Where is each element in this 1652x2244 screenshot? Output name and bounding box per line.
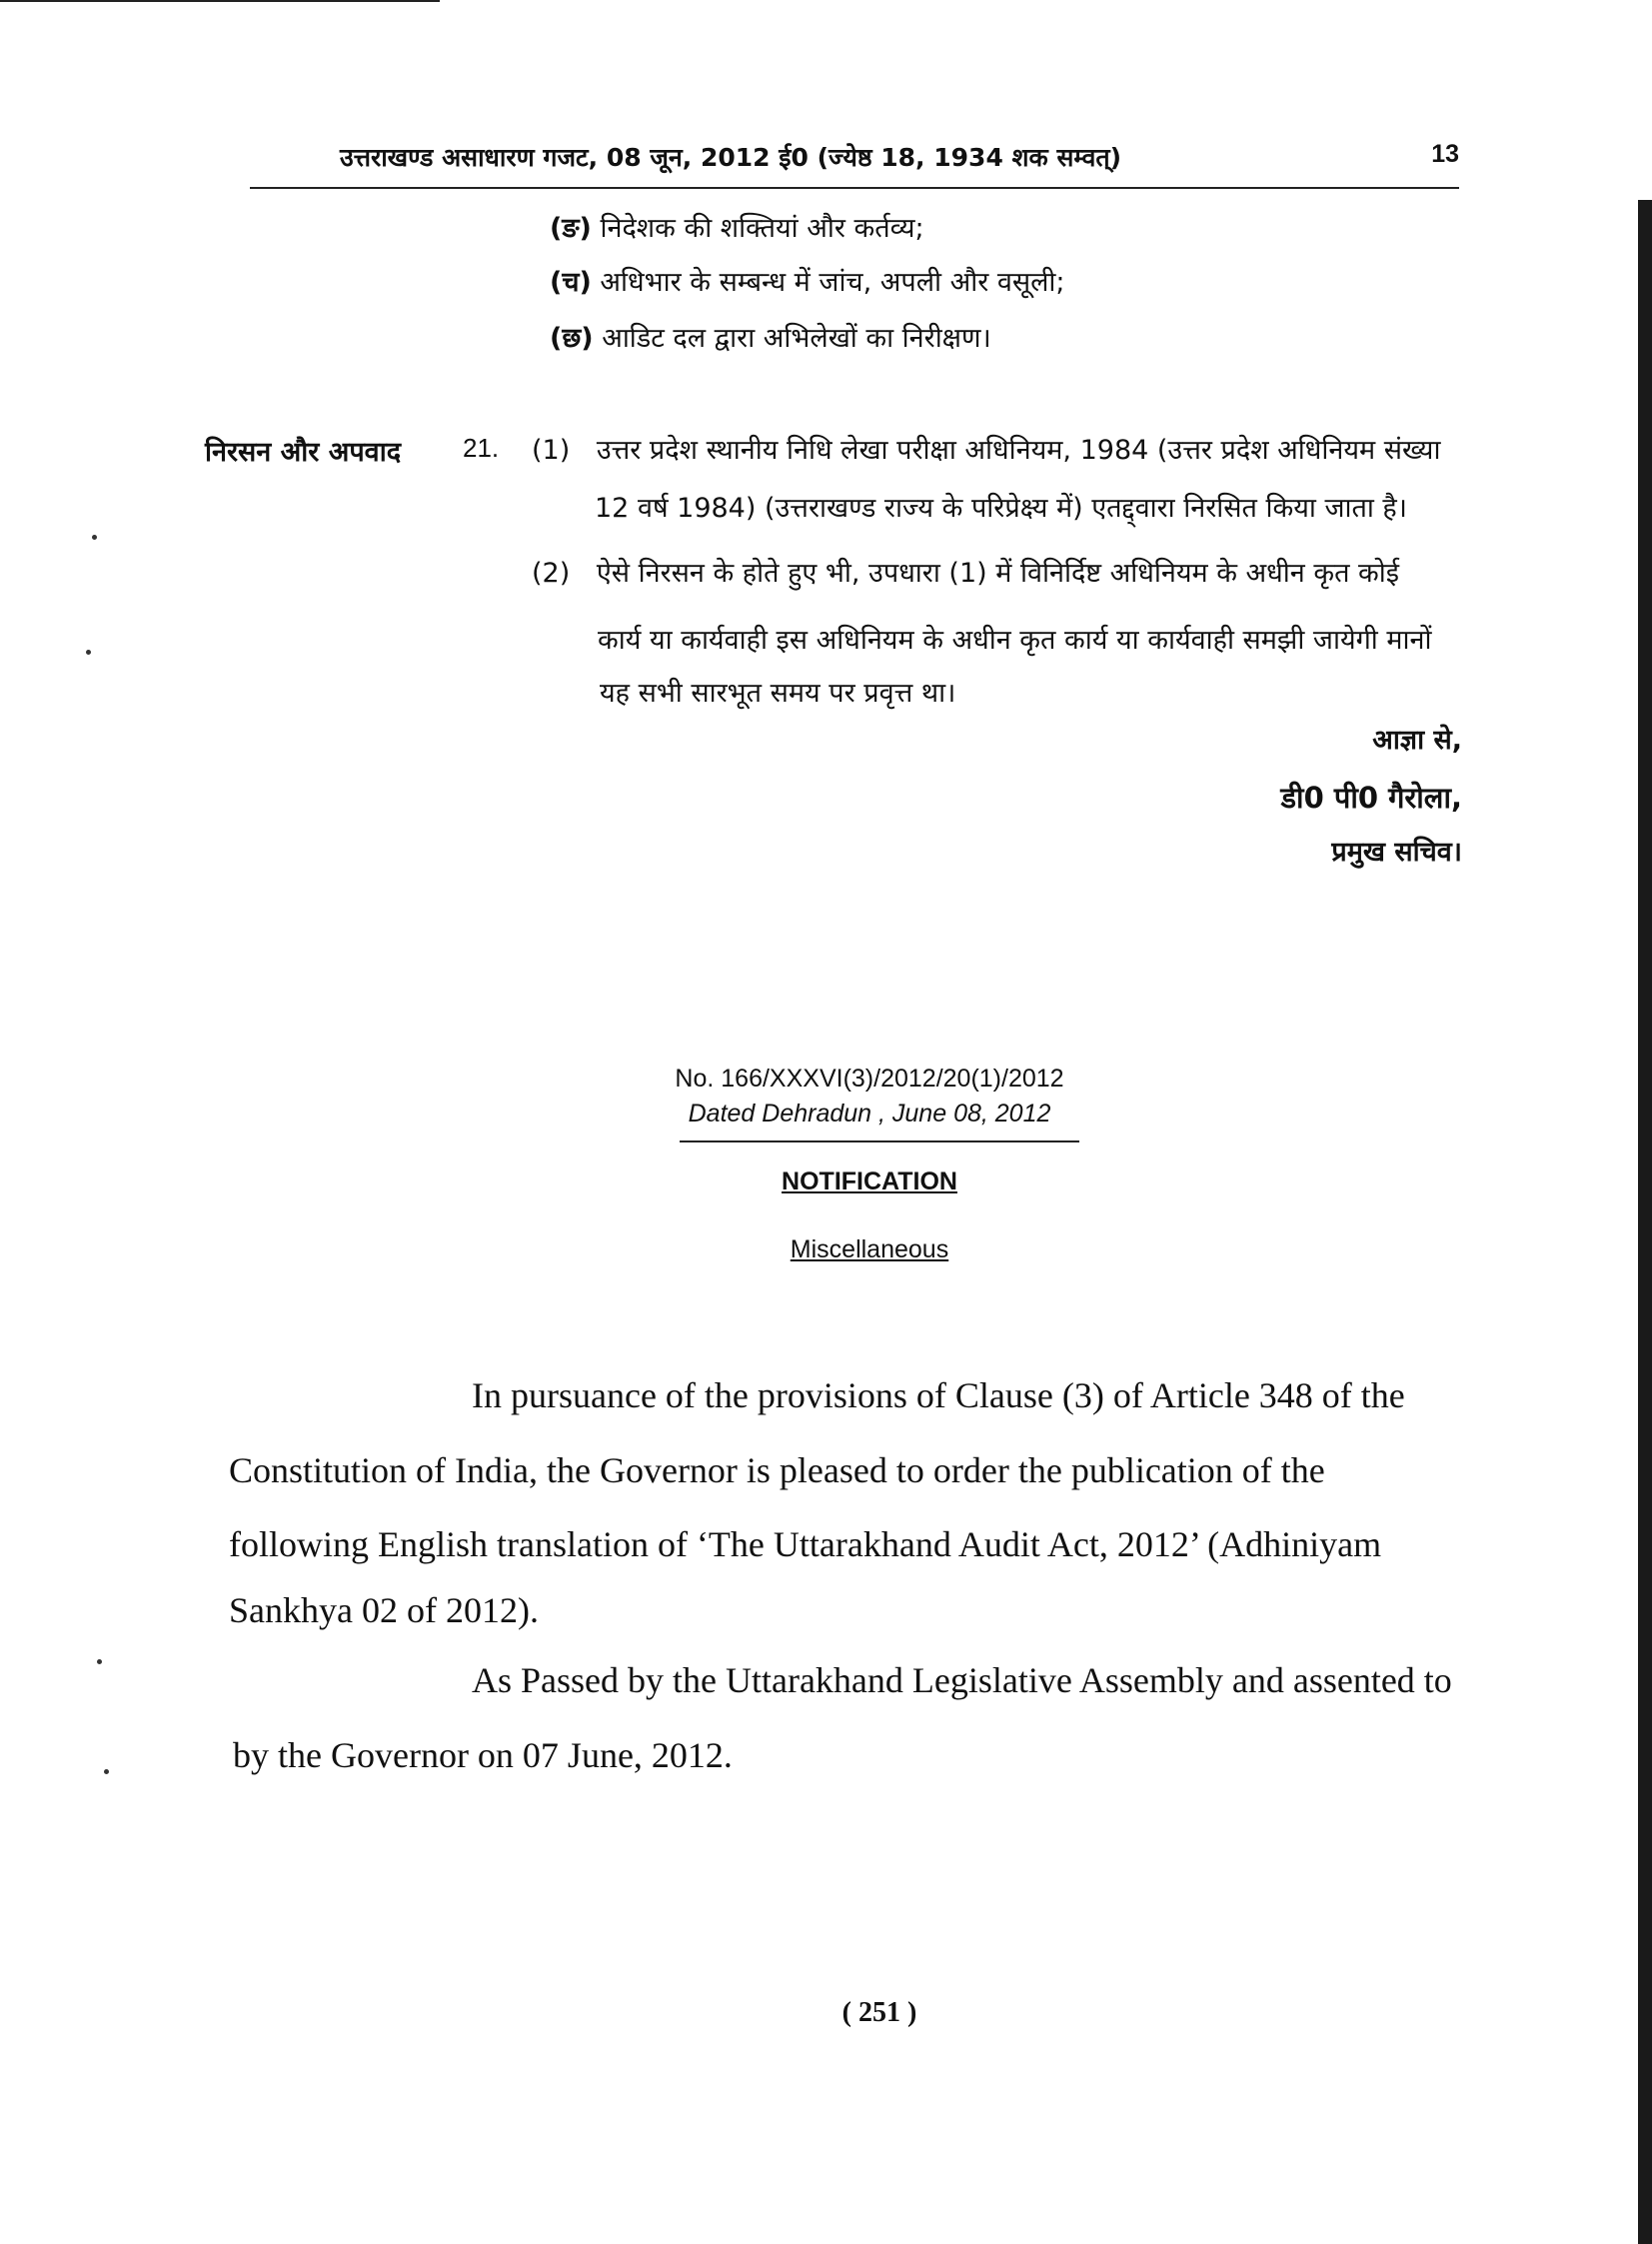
clause-text: आडिट दल द्वारा अभिलेखों का निरीक्षण।: [602, 323, 991, 354]
subsection-1-line-2: 12 वर्ष 1984) (उत्तराखण्ड राज्य के परिप्रेक्ष्य में) एतद्द्वारा निरसित किया जाता है।: [595, 493, 1408, 524]
subsection-1-line-1: [532, 430, 1440, 467]
notification-rule: [680, 1140, 1079, 1142]
body-para2-line2: by the Governor on 07 June, 2012.: [233, 1735, 733, 1775]
section-margin-heading: निरसन और अपवाद: [205, 437, 402, 468]
clause-marker: (छ): [550, 323, 594, 354]
section-number: 21.: [463, 433, 500, 463]
body-para1-line2: Constitution of India, the Governor is pleased to order the publication of the: [229, 1450, 1325, 1490]
subsection-2-line-1: [532, 553, 1399, 590]
notification-date: Dated Dehradun , June 08, 2012: [688, 1100, 1051, 1127]
notification-number: No. 166/XXXVI(3)/2012/20(1)/2012: [675, 1065, 1064, 1093]
subsection-2-line-2: कार्य या कार्यवाही इस अधिनियम के अधीन कृत कार्य या कार्यवाही समझी जायेगी मानों: [598, 625, 1432, 656]
clause-text: अधिभार के सम्बन्ध में जांच, अपली और वसूली;: [600, 267, 1065, 298]
body-para2-line1: As Passed by the Uttarakhand Legislative Assembly and assented to: [472, 1660, 1452, 1700]
scan-speck: [97, 1659, 102, 1664]
body-para1-line3: following English translation of ‘The Uttarakhand Audit Act, 2012’ (Adhiniyam: [229, 1524, 1382, 1564]
scan-speck: [86, 650, 91, 655]
body-para1-line1: In pursuance of the provisions of Clause (3) of Article 348 of the: [472, 1375, 1405, 1415]
signature-name: डी0 पी0 गैरोला,: [1280, 781, 1462, 815]
clause-item: [550, 262, 1065, 299]
scan-border: [1638, 200, 1652, 2244]
clause-text: निदेशक की शक्तियां और कर्तव्य;: [600, 213, 924, 244]
scan-edge-line: [0, 0, 440, 2]
scan-speck: [104, 1769, 109, 1774]
notification-subtitle: Miscellaneous: [790, 1235, 949, 1263]
signature-designation: प्रमुख सचिव।: [1331, 837, 1462, 868]
body-para1-line4: Sankhya 02 of 2012).: [229, 1590, 539, 1630]
header-page-number: 13: [1431, 140, 1459, 168]
subsection-text: उत्तर प्रदेश स्थानीय निधि लेखा परीक्षा अधिनियम, 1984 (उत्तर प्रदेश अधिनियम संख्या: [596, 435, 1441, 466]
notification-title: NOTIFICATION: [782, 1167, 957, 1195]
clause-marker: (ङ): [550, 213, 592, 244]
scan-speck: [92, 535, 97, 540]
footer-page-number: ( 251 ): [841, 1997, 917, 2028]
signature-by-order: आज्ञा से,: [1372, 725, 1462, 756]
clause-item: [550, 208, 924, 245]
clause-item: [550, 318, 991, 355]
header-rule: [250, 187, 1459, 189]
gazette-title: उत्तराखण्ड असाधारण गजट, 08 जून, 2012 ई0 (ज्येष्ठ 18, 1934 शक सम्वत्): [340, 143, 1122, 172]
subsection-marker: (2): [532, 558, 571, 589]
subsection-text: ऐसे निरसन के होते हुए भी, उपधारा (1) में विनिर्दिष्ट अधिनियम के अधीन कृत कोई: [596, 558, 1400, 589]
subsection-2-line-3: यह सभी सारभूत समय पर प्रवृत्त था।: [600, 678, 956, 709]
subsection-marker: (1): [532, 435, 571, 466]
notification-reference: [660, 1065, 1079, 1128]
clause-marker: (च): [550, 267, 592, 298]
